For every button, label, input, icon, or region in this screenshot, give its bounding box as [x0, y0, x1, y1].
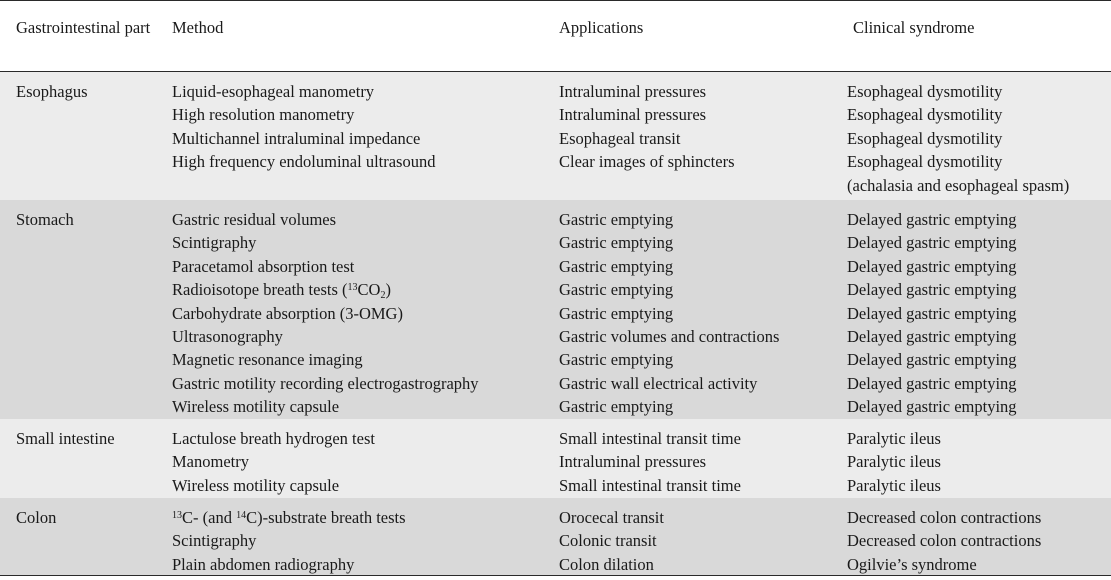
syndrome-cell: Delayed gastric emptying	[847, 233, 1017, 253]
application-cell: Small intestinal transit time	[559, 429, 741, 448]
syndrome-cell: Delayed gastric emptying	[847, 350, 1017, 370]
method-cell: Lactulose breath hydrogen test	[172, 429, 375, 448]
part-label: Stomach	[16, 210, 74, 229]
syndrome-cell: Ogilvie’s syndrome	[847, 554, 977, 574]
application-cell: Clear images of sphincters	[559, 152, 735, 172]
application-cell: Gastric wall electrical activity	[559, 373, 758, 393]
application-cell: Gastric emptying	[559, 233, 674, 253]
syndrome-cell: Decreased colon contractions	[847, 508, 1042, 527]
application-cell: Gastric emptying	[559, 256, 674, 276]
part-label: Esophagus	[16, 82, 88, 101]
application-cell: Gastric emptying	[559, 303, 674, 323]
syndrome-cell: Decreased colon contractions	[847, 531, 1042, 551]
method-cell: Carbohydrate absorption (3-OMG)	[172, 303, 403, 323]
method-cell: Scintigraphy	[172, 531, 257, 551]
syndrome-cell: Esophageal dysmotility	[847, 105, 1003, 125]
method-cell: Ultrasonography	[172, 327, 283, 347]
group-colon	[0, 498, 1111, 575]
method-cell: Magnetic resonance imaging	[172, 350, 363, 370]
application-cell: Gastric emptying	[559, 397, 674, 417]
application-cell: Esophageal transit	[559, 128, 681, 148]
syndrome-cell: Delayed gastric emptying	[847, 373, 1017, 393]
syndrome-cell: (achalasia and esophageal spasm)	[847, 175, 1070, 195]
syndrome-cell: Paralytic ileus	[847, 429, 941, 448]
table-header-row	[0, 1, 1111, 71]
syndrome-cell: Esophageal dysmotility	[847, 128, 1003, 148]
application-cell: Intraluminal pressures	[559, 105, 707, 125]
method-cell: High resolution manometry	[172, 105, 355, 125]
application-cell: Gastric emptying	[559, 280, 674, 300]
method-cell: Gastric residual volumes	[172, 210, 337, 229]
header-syndrome: Clinical syndrome	[853, 18, 975, 37]
application-cell: Colon dilation	[559, 554, 654, 574]
method-cell: Liquid-esophageal manometry	[172, 82, 375, 101]
syndrome-cell: Delayed gastric emptying	[847, 327, 1017, 347]
method-cell: Scintigraphy	[172, 233, 257, 253]
group-small-intestine	[0, 419, 1111, 498]
method-cell: $^{13}$C- (and $^{14}$C)-substrate breath tests	[172, 508, 406, 527]
application-cell: Colonic transit	[559, 531, 657, 551]
group-stomach	[0, 200, 1111, 419]
application-cell: Intraluminal pressures	[559, 82, 707, 101]
syndrome-cell: Delayed gastric emptying	[847, 397, 1017, 417]
method-cell: Paracetamol absorption test	[172, 256, 355, 276]
syndrome-cell: Paralytic ileus	[847, 452, 941, 472]
method-cell: Plain abdomen radiography	[172, 554, 355, 574]
group-esophagus	[0, 72, 1111, 200]
syndrome-cell: Delayed gastric emptying	[847, 210, 1017, 229]
syndrome-cell: Delayed gastric emptying	[847, 303, 1017, 323]
application-cell: Orocecal transit	[559, 508, 664, 527]
method-cell: Wireless motility capsule	[172, 475, 340, 495]
header-method: Method	[172, 18, 224, 37]
syndrome-cell: Esophageal dysmotility	[847, 152, 1003, 172]
method-cell: Gastric motility recording electrogastrography	[172, 373, 479, 393]
syndrome-cell: Paralytic ileus	[847, 475, 941, 495]
method-cell: High frequency endoluminal ultrasound	[172, 152, 436, 172]
application-cell: Small intestinal transit time	[559, 475, 741, 495]
application-cell: Gastric emptying	[559, 350, 674, 370]
method-cell: Manometry	[172, 452, 249, 472]
application-cell: Gastric volumes and contractions	[559, 327, 780, 347]
part-label: Small intestine	[16, 429, 115, 448]
method-cell: Radioisotope breath tests $(^{13}CO_2)$	[172, 280, 391, 302]
application-cell: Gastric emptying	[559, 210, 674, 229]
method-cell: Multichannel intraluminal impedance	[172, 128, 421, 148]
header-applications: Applications	[559, 18, 644, 37]
method-cell: Wireless motility capsule	[172, 397, 340, 417]
application-cell: Intraluminal pressures	[559, 452, 707, 472]
syndrome-cell: Delayed gastric emptying	[847, 280, 1017, 300]
header-part: Gastrointestinal part	[16, 18, 151, 37]
syndrome-cell: Esophageal dysmotility	[847, 82, 1003, 101]
part-label: Colon	[16, 508, 57, 527]
syndrome-cell: Delayed gastric emptying	[847, 256, 1017, 276]
